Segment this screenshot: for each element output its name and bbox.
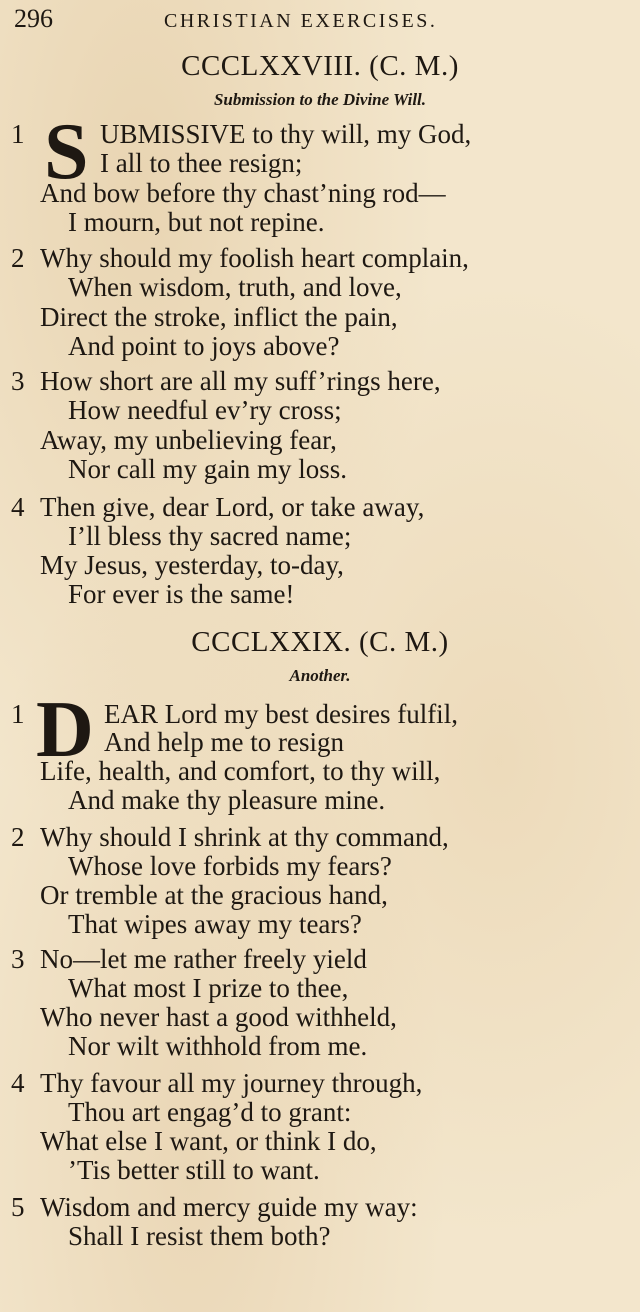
verse-line: Why should I shrink at thy command, (40, 822, 449, 852)
verse-line: Direct the stroke, inflict the pain, (40, 302, 398, 332)
verse-line: How needful ev’ry cross; (68, 395, 342, 425)
drop-cap: D (36, 686, 94, 774)
verse-line: Who never hast a good withheld, (40, 1002, 397, 1032)
verse-number: 4 (11, 492, 25, 522)
verse-line: I mourn, but not repine. (68, 207, 325, 237)
verse-number: 1 (11, 119, 25, 149)
drop-cap: S (44, 108, 89, 196)
verse-line: EAR Lord my best desires fulfil, (104, 699, 458, 729)
verse-line: Nor wilt withhold from me. (68, 1031, 368, 1061)
running-head: CHRISTIAN EXERCISES. (164, 10, 438, 32)
verse-line: And point to joys above? (68, 331, 340, 361)
verse-line: What most I prize to thee, (68, 973, 349, 1003)
hymn-title: CCCLXXVIII. (C. M.) (181, 50, 459, 82)
hymn-title: CCCLXXIX. (C. M.) (191, 626, 449, 658)
verse-number: 3 (11, 366, 25, 396)
verse-line: How short are all my suff’rings here, (40, 366, 441, 396)
verse-line: My Jesus, yesterday, to-day, (40, 550, 344, 580)
page-number: 296 (14, 4, 53, 33)
verse-line: Life, health, and comfort, to thy will, (40, 756, 441, 786)
verse-line: Shall I resist them both? (68, 1221, 331, 1251)
verse-number: 2 (11, 822, 25, 852)
verse-number: 5 (11, 1192, 25, 1222)
verse-line: Thy favour all my journey through, (40, 1068, 423, 1098)
verse-line: Or tremble at the gracious hand, (40, 880, 388, 910)
verse-line: UBMISSIVE to thy will, my God, (100, 119, 472, 149)
verse-number: 4 (11, 1068, 25, 1098)
verse-line: When wisdom, truth, and love, (68, 272, 402, 302)
verse-line: No—let me rather freely yield (40, 944, 367, 974)
verse-line: Then give, dear Lord, or take away, (40, 492, 425, 522)
verse-line: Thou art engag’d to grant: (68, 1097, 352, 1127)
verse-line: And help me to resign (104, 727, 344, 757)
verse-line: And bow before thy chast’ning rod— (40, 178, 446, 208)
page-header (14, 4, 624, 38)
hymn-subtitle: Submission to the Divine Will. (213, 90, 427, 109)
verse-line: ’Tis better still to want. (68, 1155, 320, 1185)
verse-line: That wipes away my tears? (68, 909, 362, 939)
verse-line: Wisdom and mercy guide my way: (40, 1192, 418, 1222)
verse-line: For ever is the same! (68, 579, 295, 609)
verse-number: 1 (11, 699, 25, 729)
verse-line: What else I want, or think I do, (40, 1126, 377, 1156)
verse-number: 3 (11, 944, 25, 974)
hymn-subtitle: Another. (289, 666, 351, 685)
verse-line: Away, my unbelieving fear, (40, 425, 337, 455)
verse-line: Nor call my gain my loss. (68, 454, 347, 484)
verse-line: Whose love forbids my fears? (68, 851, 392, 881)
verse-line: Why should my foolish heart complain, (40, 243, 469, 273)
verse-line: And make thy pleasure mine. (68, 785, 386, 815)
verse-line: I all to thee resign; (100, 148, 303, 178)
verse-line: I’ll bless thy sacred name; (68, 521, 352, 551)
verse-number: 2 (11, 243, 25, 273)
